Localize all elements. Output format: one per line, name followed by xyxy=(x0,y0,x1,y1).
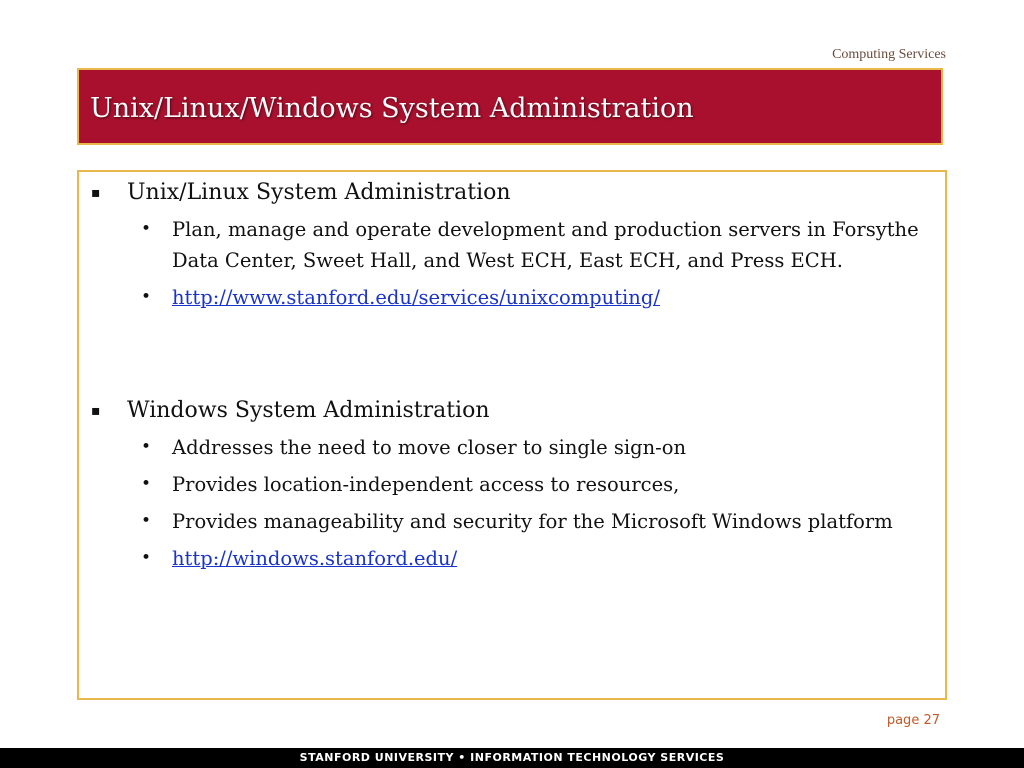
unix-computing-link[interactable]: http://www.stanford.edu/services/unixcomputing/ xyxy=(172,286,660,309)
list-item xyxy=(79,506,945,537)
list-item xyxy=(79,282,945,313)
list-item xyxy=(79,214,945,276)
section-unix-linux xyxy=(79,178,945,313)
round-bullet-icon: • xyxy=(141,287,152,307)
list-item-text: Provides manageability and security for the Microsoft Windows platform xyxy=(172,510,893,533)
list-item xyxy=(79,432,945,463)
content-box xyxy=(77,170,947,700)
org-label: Computing Services xyxy=(832,47,946,62)
round-bullet-icon: • xyxy=(141,219,152,239)
title-bar xyxy=(77,68,943,145)
list-item xyxy=(79,543,945,574)
section-heading xyxy=(79,178,945,208)
round-bullet-icon: • xyxy=(141,511,152,531)
page-number: page 27 xyxy=(886,713,940,728)
list-item xyxy=(79,469,945,500)
section-windows xyxy=(79,396,945,574)
footer-bar: STANFORD UNIVERSITY • INFORMATION TECHNOLOGY SERVICES xyxy=(0,748,1024,768)
windows-stanford-link[interactable]: http://windows.stanford.edu/ xyxy=(172,547,458,570)
square-bullet-icon: ▪ xyxy=(91,403,101,419)
round-bullet-icon: • xyxy=(141,474,152,494)
section-heading-text: Windows System Administration xyxy=(127,398,490,423)
list-item-text: Plan, manage and operate development and production servers in Forsythe Data Center, Sweet Hall, and West ECH, East ECH, and Press ECH. xyxy=(172,218,919,272)
square-bullet-icon: ▪ xyxy=(91,185,101,201)
round-bullet-icon: • xyxy=(141,437,152,457)
section-heading-text: Unix/Linux System Administration xyxy=(127,180,511,205)
list-item-text: Addresses the need to move closer to single sign-on xyxy=(172,436,687,459)
round-bullet-icon: • xyxy=(141,548,152,568)
list-item-text: Provides location-independent access to resources, xyxy=(172,473,680,496)
section-heading xyxy=(79,396,945,426)
slide-title: Unix/Linux/Windows System Administration xyxy=(90,93,694,124)
